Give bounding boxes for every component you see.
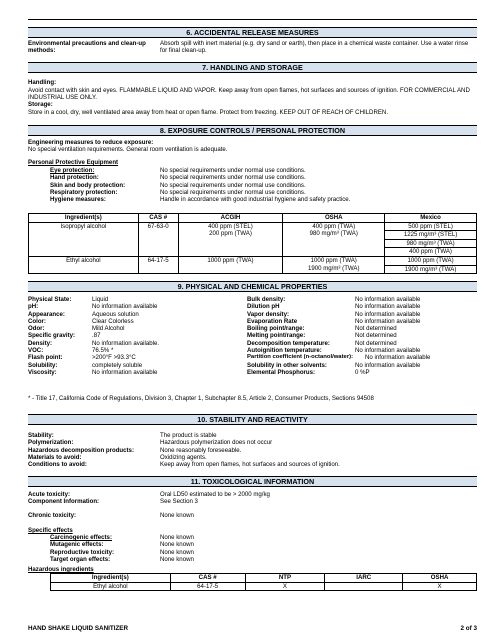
prop-label: Boiling point/range:	[247, 325, 305, 333]
ppe-resp-value: No special requirements under normal use conditions.	[160, 188, 306, 196]
prop-label: Evaporation Rate	[247, 317, 298, 325]
prop-value: >200°F >93.3°C	[92, 354, 136, 362]
stability-value: Keep away from open flames, hot surfaces and sources of ignition.	[160, 461, 340, 469]
osha-line: 1000 ppm (TWA)	[310, 256, 357, 264]
prop-label: Elemental Phosphorus:	[247, 368, 316, 376]
handling-text: Avoid contact with skin and eyes. FLAMMABLE LIQUID AND VAPOR. Keep away from open flames, hot surfaces and sources of ignition. FOR COMMERCIAL AND INDUSTRIAL USE ONLY.	[28, 87, 470, 102]
cell-ingredient: Ethyl alcohol	[29, 256, 139, 273]
section-7-title: 7. HANDLING AND STORAGE	[202, 63, 303, 72]
section-6-header	[28, 27, 477, 38]
prop-value: No information available	[355, 361, 421, 369]
prop-label: Specific gravity:	[28, 332, 76, 340]
prop-value: Aqueous solution	[92, 310, 139, 318]
footer-page-number: 2 of 3	[460, 625, 477, 632]
prop-value: Mild Alcohol	[92, 325, 125, 333]
stability-label: Conditions to avoid:	[28, 461, 87, 469]
prop-value: No information available	[355, 317, 421, 325]
cell-mexico	[385, 222, 477, 256]
s6-label: Environmental precautions and clean-up methods:	[28, 40, 146, 55]
prop-label: Vapor density:	[247, 310, 289, 318]
cell-osha	[283, 256, 385, 273]
prop-label: Odor:	[28, 325, 45, 333]
engineering-text: No special ventilation requirements. General room ventilation is adequate.	[28, 146, 228, 153]
stability-value: Oxidizing agents.	[160, 453, 207, 461]
ppe-hand-value: No special requirements under normal use conditions.	[160, 174, 306, 182]
cell-cas: 64-17-5	[170, 582, 245, 591]
cell-osha: X	[403, 582, 477, 591]
storage-label: Storage:	[28, 101, 53, 108]
prop-label: Melting point/range:	[247, 332, 306, 340]
top-rule	[28, 19, 477, 20]
effect-value: None known	[160, 534, 194, 541]
col-ntp: NTP	[245, 574, 325, 583]
section-8-header	[28, 125, 477, 136]
mexico-line: 1900 mg/m³ (TWA)	[404, 265, 457, 273]
ppe-eye-value: No special requirements under normal use conditions.	[160, 167, 306, 174]
col-acgih: ACGIH	[178, 214, 283, 223]
cell-ingredient: Ethyl alcohol	[51, 582, 171, 591]
s6-text: Absorb spill with inert material (e.g. dry sand or earth), then place in a chemical waste container. Use a water rinse for final clean-up.	[160, 40, 469, 55]
ppe-resp-label: Respiratory protection:	[50, 188, 118, 196]
prop-value: Not determined	[355, 339, 397, 347]
section-11-title: 11. TOXICOLOGICAL INFORMATION	[190, 477, 315, 486]
footer-product-name: HAND SHAKE LIQUID SANITIZER	[28, 625, 129, 632]
ppe-eye-label: Eye protection:	[50, 167, 95, 174]
stability-value: The product is stable	[160, 432, 217, 439]
cell-mexico	[385, 256, 477, 273]
mexico-line: 980 mg/m³ (TWA)	[385, 240, 476, 249]
section-6-title: 6. ACCIDENTAL RELEASE MEASURES	[186, 28, 319, 37]
ppe-hand-label: Hand protection:	[50, 174, 99, 182]
ppe-list	[50, 167, 350, 203]
voc-footnote: * - Title 17, California Code of Regulations, Division 3, Chapter 1, Subchapter 8.5, Article 2, Consumer Products, Sections 94508	[28, 395, 374, 402]
hazardous-ingredients-label: Hazardous ingredients	[28, 566, 94, 573]
prop-value: No information available	[355, 303, 421, 311]
component-label: Component Information:	[28, 498, 100, 506]
chronic-label: Chronic toxicity:	[28, 512, 77, 519]
effect-label: Carcinogenic effects:	[50, 534, 112, 541]
prop-label: Color:	[28, 317, 46, 325]
specific-effects-label: Specific effects	[28, 527, 73, 534]
stability-label: Polymerization:	[28, 439, 74, 447]
effect-label: Reproductive toxicity:	[50, 548, 114, 556]
prop-label: Autoignition temperature:	[247, 347, 322, 355]
prop-value: completely soluble	[92, 361, 143, 369]
prop-value: No information available	[355, 347, 421, 355]
effect-value: None known	[160, 541, 194, 549]
page-footer	[28, 625, 477, 632]
col-osha: OSHA	[403, 574, 477, 583]
stability-label: Materials to avoid:	[28, 453, 82, 461]
ppe-hygiene-value: Handle in accordance with good industrial hygiene and safety practice.	[160, 196, 351, 204]
col-mexico: Mexico	[385, 214, 477, 223]
prop-value: No information available	[355, 296, 421, 303]
cell-ntp: X	[245, 582, 325, 591]
prop-label: Physical State:	[28, 296, 72, 303]
prop-value: No information available	[92, 368, 158, 376]
hazardous-ingredients-table	[50, 573, 477, 591]
physical-props-left	[28, 296, 242, 376]
prop-label: Density:	[28, 339, 53, 347]
cell-acgih: 1000 ppm (TWA)	[178, 256, 283, 273]
toxicology-list	[28, 491, 270, 506]
section-7-header	[28, 62, 477, 73]
col-ingredient: Ingredient(s)	[29, 214, 139, 223]
stability-label: Stability:	[28, 432, 54, 439]
section-10-header	[28, 414, 477, 425]
col-iarc: IARC	[325, 574, 403, 583]
prop-label: Appearance:	[28, 310, 65, 318]
cell-cas: 67-63-0	[138, 222, 178, 256]
prop-label: Bulk density:	[247, 296, 286, 303]
osha-line: 1900 mg/m³ (TWA)	[307, 264, 360, 272]
ppe-skin-value: No special requirements under normal use conditions.	[160, 181, 306, 189]
table-row	[51, 582, 477, 591]
storage-text: Store in a cool, dry, well ventilated area away from heat or open flame. Protect from freezing. KEEP OUT OF REACH OF CHILDREN.	[28, 109, 389, 116]
prop-label: Solubility in other solvents:	[247, 361, 327, 369]
effect-label: Mutagenic effects:	[50, 541, 104, 549]
prop-label: Decomposition temperature:	[247, 339, 330, 347]
section-9-header	[28, 281, 477, 292]
engineering-label: Engineering measures to reduce exposure:	[28, 139, 154, 146]
haz-table-header	[51, 574, 477, 583]
prop-value: Not determined	[355, 325, 397, 333]
prop-value: No information available	[355, 310, 421, 318]
cell-cas: 64-17-5	[138, 256, 178, 273]
prop-value: No information available	[92, 303, 158, 311]
exposure-table-header	[29, 214, 477, 223]
specific-effects-list	[50, 534, 194, 563]
col-cas: CAS #	[138, 214, 178, 223]
cell-acgih	[178, 222, 283, 256]
section-11-header	[28, 476, 477, 487]
effect-value: None known	[160, 555, 194, 563]
prop-label: pH:	[28, 303, 39, 311]
prop-label: Solubility:	[28, 361, 58, 369]
section-8-title: 8. EXPOSURE CONTROLS / PERSONAL PROTECTION	[159, 126, 346, 135]
chronic-value: None known	[160, 512, 194, 519]
mexico-line: 500 ppm (STEL)	[385, 223, 476, 232]
prop-label: VOC:	[28, 347, 44, 355]
component-value: See Section 3	[160, 498, 198, 506]
prop-value: Liquid	[92, 296, 109, 303]
cell-ingredient: Isopropyl alcohol	[29, 222, 139, 256]
stability-list	[28, 432, 340, 468]
mexico-line: 1225 mg/m³ (STEL)	[385, 231, 476, 240]
prop-value: Clear Colorless	[92, 317, 134, 325]
handling-label: Handling:	[28, 79, 57, 86]
col-ingredient: Ingredient(s)	[51, 574, 171, 583]
prop-label: Viscosity:	[28, 368, 57, 376]
prop-label: Partition coefficient (n-octanol/water):	[247, 354, 354, 361]
effect-value: None known	[160, 548, 194, 556]
prop-value: Not determined	[355, 332, 397, 340]
exposure-limits-table	[28, 213, 477, 274]
prop-label: Dilution pH	[247, 303, 280, 311]
acgih-line: 200 ppm (TWA)	[209, 230, 252, 238]
prop-label: Flash point:	[28, 354, 63, 362]
prop-value: No information available	[365, 354, 431, 362]
stability-value: None reasonably foreseeable.	[160, 446, 242, 454]
ppe-label: Personal Protective Equipment	[28, 159, 119, 166]
col-cas: CAS #	[170, 574, 245, 583]
section-10-title: 10. STABILITY AND REACTIVITY	[197, 415, 308, 424]
acute-value: Oral LD50 estimated to be > 2000 mg/kg	[160, 491, 270, 498]
cell-iarc	[325, 582, 403, 591]
stability-value: Hazardous polymerization does not occur	[160, 439, 273, 447]
prop-value: No information available.	[92, 339, 160, 347]
prop-value: 76.5% *	[92, 347, 114, 355]
cell-osha	[283, 222, 385, 256]
prop-value: 0 %P	[355, 368, 370, 376]
mexico-line: 400 ppm (TWA)	[409, 248, 452, 256]
osha-line: 400 ppm (TWA)	[312, 222, 356, 230]
section-9-title: 9. PHYSICAL AND CHEMICAL PROPERTIES	[177, 282, 328, 291]
mexico-line: 1000 ppm (TWA)	[385, 257, 476, 266]
table-row	[29, 222, 477, 256]
table-row	[29, 256, 477, 273]
ppe-skin-label: Skin and body protection:	[50, 181, 126, 189]
stability-label: Hazardous decomposition products:	[28, 446, 134, 454]
prop-value: .87	[92, 332, 101, 340]
effect-label: Target organ effects:	[50, 555, 111, 563]
col-osha: OSHA	[283, 214, 385, 223]
ppe-hygiene-label: Hygiene measures:	[50, 196, 106, 204]
physical-props-right	[247, 296, 475, 376]
acgih-line: 400 ppm (STEL)	[208, 222, 253, 230]
acute-label: Acute toxicity:	[28, 491, 70, 498]
osha-line: 980 mg/m³ (TWA)	[309, 230, 358, 238]
